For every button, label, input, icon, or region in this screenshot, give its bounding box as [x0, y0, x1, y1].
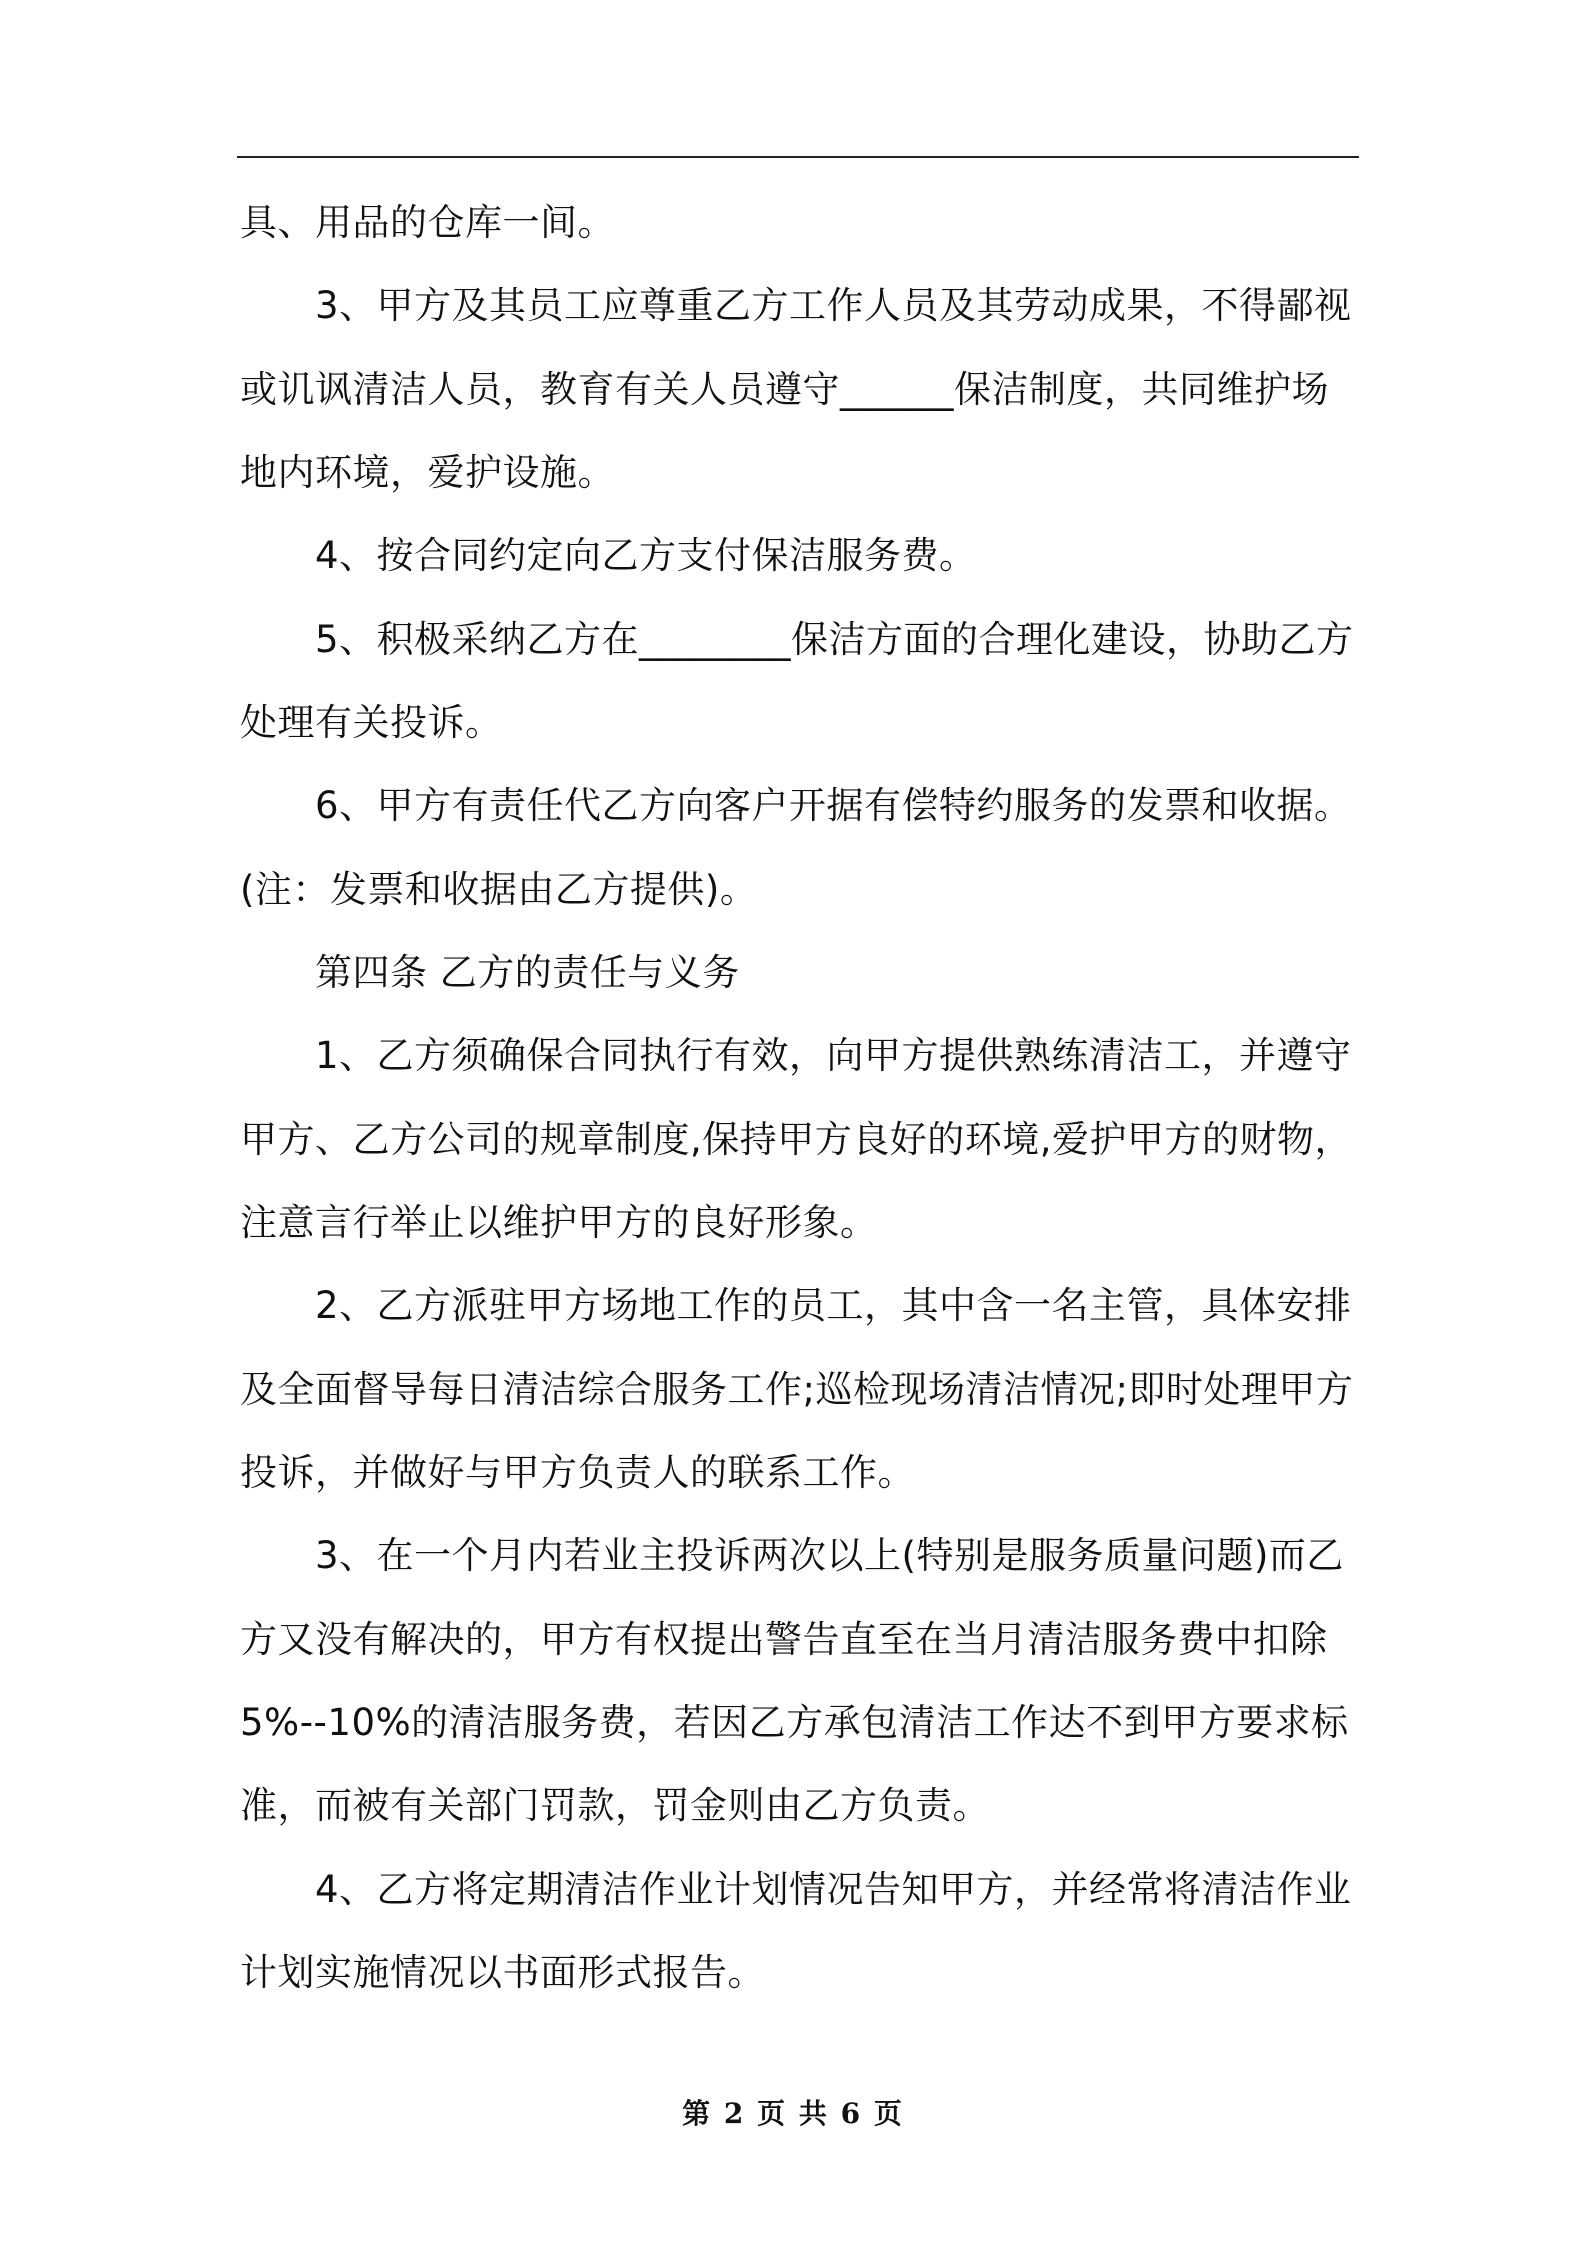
- text-line: 5%--10%的清洁服务费，若因乙方承包清洁工作达不到甲方要求标: [240, 1701, 1349, 1744]
- text-line: 1、乙方须确保合同执行有效，向甲方提供熟练清洁工，并遵守: [315, 1034, 1352, 1077]
- text-line: 4、按合同约定向乙方支付保洁服务费。: [315, 534, 977, 577]
- text-line: 及全面督导每日清洁综合服务工作;巡检现场清洁情况;即时处理甲方: [240, 1368, 1354, 1411]
- page-number: 第 2 页 共 6 页: [682, 2097, 904, 2130]
- text-line: 6、甲方有责任代乙方向客户开据有偿特约服务的发票和收据。: [315, 784, 1352, 827]
- text-line: 具、用品的仓库一间。: [240, 201, 615, 244]
- text-line: 3、在一个月内若业主投诉两次以上(特别是服务质量问题)而乙: [315, 1534, 1344, 1577]
- text-line: 投诉，并做好与甲方负责人的联系工作。: [240, 1451, 915, 1494]
- text-line: 计划实施情况以书面形式报告。: [240, 1951, 765, 1994]
- text-line: 处理有关投诉。: [240, 701, 503, 744]
- text-line: 甲方、乙方公司的规章制度,保持甲方良好的环境,爱护甲方的财物，: [240, 1118, 1353, 1161]
- section-heading: 第四条 乙方的责任与义务: [315, 951, 740, 994]
- text-line: 准，而被有关部门罚款，罚金则由乙方负责。: [240, 1784, 990, 1827]
- text-line: 方又没有解决的，甲方有权提出警告直至在当月清洁服务费中扣除: [240, 1618, 1328, 1661]
- text-line: 或讥讽清洁人员，教育有关人员遵守______保洁制度，共同维护场: [240, 368, 1329, 411]
- text-line: (注：发票和收据由乙方提供)。: [240, 868, 758, 911]
- header-rule: [237, 156, 1359, 158]
- text-line: 地内环境，爱护设施。: [240, 451, 615, 494]
- text-line: 注意言行举止以维护甲方的良好形象。: [240, 1201, 878, 1244]
- text-line: 2、乙方派驻甲方场地工作的员工，其中含一名主管，具体安排: [315, 1284, 1352, 1327]
- text-line: 3、甲方及其员工应尊重乙方工作人员及其劳动成果，不得鄙视: [315, 284, 1352, 327]
- text-line: 4、乙方将定期清洁作业计划情况告知甲方，并经常将清洁作业: [315, 1868, 1352, 1911]
- text-line: 5、积极采纳乙方在________保洁方面的合理化建设，协助乙方: [315, 618, 1354, 661]
